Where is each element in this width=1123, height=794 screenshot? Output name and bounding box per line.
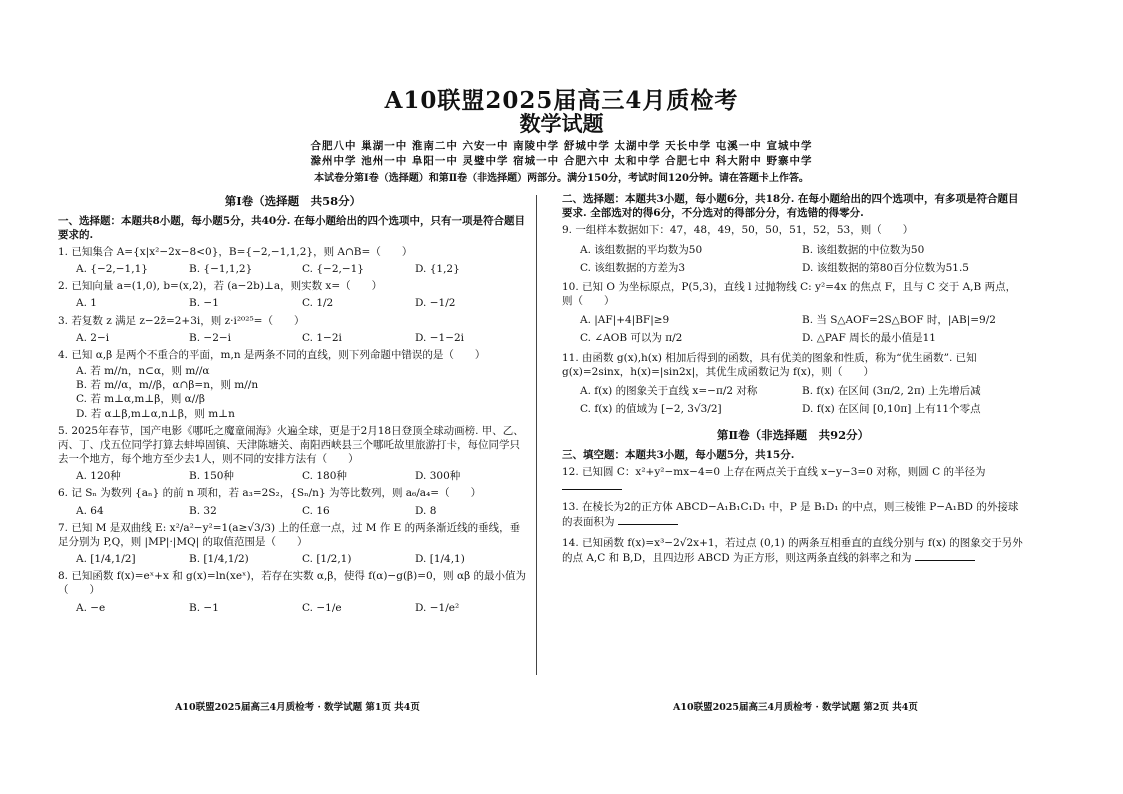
option-c: C. {−2,−1} — [302, 263, 364, 276]
option-a: A. [1/4,1/2] — [76, 553, 136, 566]
option-b: B. 150种 — [189, 470, 234, 483]
question-options — [76, 331, 528, 345]
question-6 — [58, 486, 528, 517]
option-c: C. −1/e — [302, 601, 342, 614]
option-b: B. f(x) 在区间 (3π/2, 2π) 上先增后减 — [802, 384, 981, 397]
part-1-instruction: 一、选择题：本题共8小题，每小题5分，共40分. 在每小题给出的四个选项中，只有一项是符合题目要求的. — [58, 214, 526, 241]
option-a: A. 该组数据的平均数为50 — [580, 243, 703, 256]
section-1-title: 第Ⅰ卷（选择题 共58分） — [224, 194, 362, 208]
question-stem: 2. 已知向量 a=(1,0), b=(x,2)，若 (a−2b)⊥a，则实数 x=（ ） — [58, 280, 383, 293]
question-stem: 1. 已知集合 A={x|x²−2x−8<0}，B={−2,−1,1,2}，则 A∩B=（ ） — [58, 245, 413, 258]
question-13 — [562, 500, 1024, 529]
question-stem: 11. 由函数 g(x),h(x) 相加后得到的函数，具有优美的图象和性质，称为“优生函数”. 已知 g(x)=2sinx，h(x)=|sin2x|，其优生成函数记为 f(x)，则（ ） — [562, 351, 977, 378]
option-d: D. 该组数据的第80百分位数为51.5 — [802, 261, 969, 274]
option-c: C. 若 m⊥α,m⊥β，则 α//β — [76, 393, 205, 406]
question-options — [76, 552, 528, 566]
option-d: D. 若 α⊥β,m⊥α,n⊥β，则 m⊥n — [76, 407, 235, 420]
question-11 — [562, 351, 1024, 419]
exam-notice: 本试卷分第Ⅰ卷（选择题）和第Ⅱ卷（非选择题）两部分。满分150分，考试时间120分钟。请在答题卡上作答。 — [314, 173, 809, 184]
question-stem: 6. 记 Sₙ 为数列 {aₙ} 的前 n 项和，若 a₃=2S₂，{Sₙ/n} 为等比数列，则 a₆/a₄=（ ） — [58, 487, 482, 500]
question-options — [76, 262, 528, 276]
option-b: B. [1/4,1/2) — [189, 553, 249, 566]
school-list-line-1: 合肥八中 巢湖一中 淮南二中 六安一中 南陵中学 舒城中学 太湖中学 天长中学 屯溪一中 宣城中学 — [310, 140, 813, 152]
option-d: D. 8 — [415, 504, 437, 517]
exam-subtitle: 数学试题 — [519, 111, 604, 136]
left-column — [58, 192, 528, 617]
question-stem: 5. 2025年春节，国产电影《哪吒之魔童闹海》火遍全球，更是于2月18日登顶全球动画榜. 甲、乙、丙、丁、戊五位同学打算去蚌埠固镇、天津陈塘关、南阳西峡县三个哪吒故里旅游打卡，每位同学只去一个地方，每个地方至少去1人，则不同的安排方法有（ ） — [58, 424, 524, 466]
part-3-instruction: 三、填空题：本题共3小题，每小题5分，共15分. — [562, 448, 795, 461]
option-c: C. 该组数据的方差为3 — [580, 261, 686, 274]
option-d: D. f(x) 在区间 [0,10π] 上有11个零点 — [802, 403, 981, 416]
option-c: C. 180种 — [302, 470, 347, 483]
answer-blank — [915, 550, 975, 561]
page-footer-left: A10联盟2025届高三4月质检考 · 数学试题 第1页 共4页 — [175, 702, 420, 713]
column-divider — [536, 195, 537, 675]
question-3 — [58, 314, 528, 345]
question-2 — [58, 279, 528, 310]
answer-blank — [562, 479, 622, 490]
answer-blank — [618, 514, 678, 525]
option-d: D. {1,2} — [415, 263, 460, 276]
option-b: B. 该组数据的中位数为50 — [802, 243, 925, 256]
question-stem: 3. 若复数 z 满足 z−2z̄=2+3i，则 z·i²⁰²⁵=（ ） — [58, 314, 305, 327]
option-b: B. 当 S△AOF=2S△BOF 时，|AB|=9/2 — [802, 314, 996, 327]
question-8 — [58, 569, 528, 615]
question-options — [76, 601, 528, 615]
question-5 — [58, 424, 528, 484]
option-c: C. [1/2,1) — [302, 553, 352, 566]
option-a: A. 若 m//n，n⊂α，则 m//α — [76, 365, 210, 378]
question-options — [580, 241, 1024, 277]
question-stem: 9. 一组样本数据如下：47，48，49，50，50，51，52，53，则（ ） — [562, 224, 914, 237]
option-a: A. −e — [76, 601, 106, 614]
part-2-instruction: 二、选择题：本题共3小题，每小题6分，共18分. 在每小题给出的四个选项中，有多项是符合题目要求. 全部选对的得6分，不分选对的得部分分，有选错的得零分. — [562, 193, 1019, 220]
question-options — [76, 296, 528, 310]
question-options — [76, 469, 528, 483]
question-stem: 14. 已知函数 f(x)=x³−2√2x+1，若过点 (0,1) 的两条互相垂直的直线分别与 f(x) 的图象交于另外的点 A,C 和 B,D，且四边形 ABCD 为正方形，则这两条直线的斜率之和为 — [562, 536, 1023, 564]
option-a: A. {−2,−1,1} — [76, 263, 148, 276]
option-a: A. 2−i — [76, 331, 110, 344]
question-stem: 13. 在棱长为2的正方体 ABCD−A₁B₁C₁D₁ 中，P 是 B₁D₁ 的中点，则三棱锥 P−A₁BD 的外接球的表面积为 — [562, 501, 1019, 529]
option-d: D. △PAF 周长的最小值是11 — [802, 332, 936, 345]
question-stem: 10. 已知 O 为坐标原点，P(5,3)，直线 l 过抛物线 C: y²=4x 的焦点 F，且与 C 交于 A,B 两点，则（ ） — [562, 280, 1017, 308]
option-b: B. −2−i — [189, 331, 232, 344]
option-d: D. −1−2i — [415, 331, 465, 344]
option-a: A. 120种 — [76, 470, 121, 483]
option-d: D. −1/2 — [415, 297, 456, 310]
section-2-title: 第Ⅱ卷（非选择题 共92分） — [716, 428, 870, 443]
question-7 — [58, 521, 528, 567]
option-c: C. 1/2 — [302, 297, 334, 310]
option-a: A. |AF|+4|BF|≥9 — [580, 314, 670, 327]
exam-title: A10联盟2025届高三4月质检考 — [384, 87, 739, 114]
question-options — [76, 364, 528, 421]
question-4 — [58, 348, 528, 421]
option-d: D. [1/4,1) — [415, 553, 465, 566]
question-options — [76, 504, 528, 518]
option-b: B. −1 — [189, 297, 219, 310]
option-c: C. 1−2i — [302, 331, 342, 344]
question-1 — [58, 245, 528, 276]
question-options — [580, 311, 1024, 347]
option-b: B. 32 — [189, 504, 217, 517]
page-footer-right: A10联盟2025届高三4月质检考 · 数学试题 第2页 共4页 — [673, 702, 918, 713]
question-10 — [562, 280, 1024, 348]
option-c: C. 16 — [302, 504, 330, 517]
option-d: D. 300种 — [415, 470, 461, 483]
question-stem: 8. 已知函数 f(x)=eˣ+x 和 g(x)=ln(xeˣ)，若存在实数 α,β，使得 f(α)−g(β)=0，则 αβ 的最小值为（ ） — [58, 570, 527, 597]
option-b: B. {−1,1,2} — [189, 263, 253, 276]
question-stem: 4. 已知 α,β 是两个不重合的平面，m,n 是两条不同的直线，则下列命题中错误的是（ ） — [58, 348, 486, 361]
question-options — [580, 382, 1024, 418]
option-a: A. 64 — [76, 504, 104, 517]
right-column — [562, 192, 1024, 565]
school-list-line-2: 滁州中学 池州一中 阜阳一中 灵璧中学 宿城一中 合肥六中 太和中学 合肥七中 科大附中 野寨中学 — [310, 155, 813, 167]
option-a: A. f(x) 的图象关于直线 x=−π/2 对称 — [580, 384, 758, 397]
question-stem: 7. 已知 M 是双曲线 E: x²/a²−y²=1(a≥√3/3) 上的任意一点，过 M 作 E 的两条渐近线的垂线，垂足分别为 P,Q，则 |MP|·|MQ| 的取值范围是（ ） — [58, 521, 521, 548]
option-a: A. 1 — [76, 297, 97, 310]
question-9 — [562, 223, 1024, 277]
option-d: D. −1/e² — [415, 601, 460, 614]
option-b: B. −1 — [189, 601, 219, 614]
option-c: C. ∠AOB 可以为 π/2 — [580, 332, 683, 345]
question-14 — [562, 536, 1024, 565]
question-stem: 12. 已知圆 C：x²+y²−mx−4=0 上存在两点关于直线 x−y−3=0 对称，则圆 C 的半径为 — [562, 465, 986, 478]
question-12 — [562, 465, 1024, 494]
option-b: B. 若 m//α，m//β，α∩β=n，则 m//n — [76, 379, 259, 392]
option-c: C. f(x) 的值域为 [−2, 3√3/2] — [580, 403, 722, 416]
